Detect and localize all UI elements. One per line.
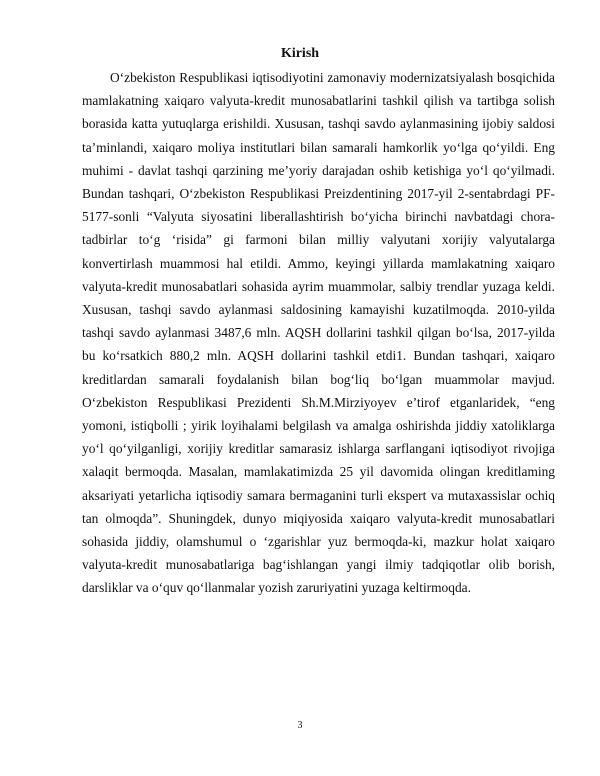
page-number: 3 bbox=[297, 720, 303, 731]
paragraph: O‘zbekiston Respublikasi iqtisodiyotini zamonaviy modernizatsiyalash bosqichida mamlakatning xaiqaro valyuta-kredit munosabatlarini tashkil qilish va tartibga solish borasida katta yutuqlarga erishildi. Xususan, tashqi savdo aylanmasining ijobiy saldosi ta’minlandi, xaiqaro moliya institutlari bilan samarali hamkorlik yo‘lga qo‘yildi. Eng muhimi - davlat tashqi qarzining me’yoriy darajadan oshib ketishiga yo‘l qo‘yilmadi. Bundan tashqari, O‘zbekiston Respublikasi Preizdentining 2017-yil 2-sentabrdagi PF-5177-sonli “Valyuta siyosatini liberallashtirish bo‘yicha birinchi navbatdagi chora-tadbirlar to‘g ‘risida” gi farmoni bilan milliy valyutani xorijiy valyutalarga konvertirlash muammosi hal etildi. Ammo, keyingi yillarda mamlakatning xaiqaro valyuta-kredit munosabatlari sohasida ayrim muammolar, salbiy trendlar yuzaga keldi. Xususan, tashqi savdo aylanmasi saldosining kamayishi kuzatilmoqda. 2010-yilda tashqi savdo aylanmasi 3487,6 mln. AQSH dollarini tashkil qilgan bo‘lsa, 2017-yilda bu ko‘rsatkich 880,2 mln. AQSH dollarini tashkil etdi1. Bundan tashqari, xaiqaro kreditlardan samarali foydalanish bilan bog‘liq bo‘lgan muammolar mavjud. O‘zbekiston Respublikasi Prezidenti Sh.M.Mirziyoyev e’tirof etganlaridek, “eng yomoni, istiqbolli ; yirik loyihalami belgilash va amalga oshirishda jiddiy xatoliklarga yo‘l qo‘yilganligi, xorijiy kreditlar samarasiz ishlarga sarflangani iqtisodiyot rivojiga xalaqit bermoqda. Masalan, mamlakatimizda 25 yil davomida olingan kreditlaming aksariyati yetarlicha iqtisodiy samara bermaganini turli ekspert va mutaxassislar ochiq tan olmoqda”. Shuningdek, dunyo miqiyosida xaiqaro valyuta-kredit munosabatlari sohasida jiddiy, olamshumul o ‘zgarishlar yuz bermoqda-ki, mazkur holat xaiqaro valyuta-kredit munosabatlariga bag‘ishlangan yangi ilmiy tadqiqotlar olib borish, darsliklar va o‘quv qo‘llanmalar yozish zaruriyatini yuzaga keltirmoqda. bbox=[82, 70, 555, 596]
page-title: Kirish bbox=[280, 46, 320, 61]
body-text bbox=[82, 66, 555, 600]
